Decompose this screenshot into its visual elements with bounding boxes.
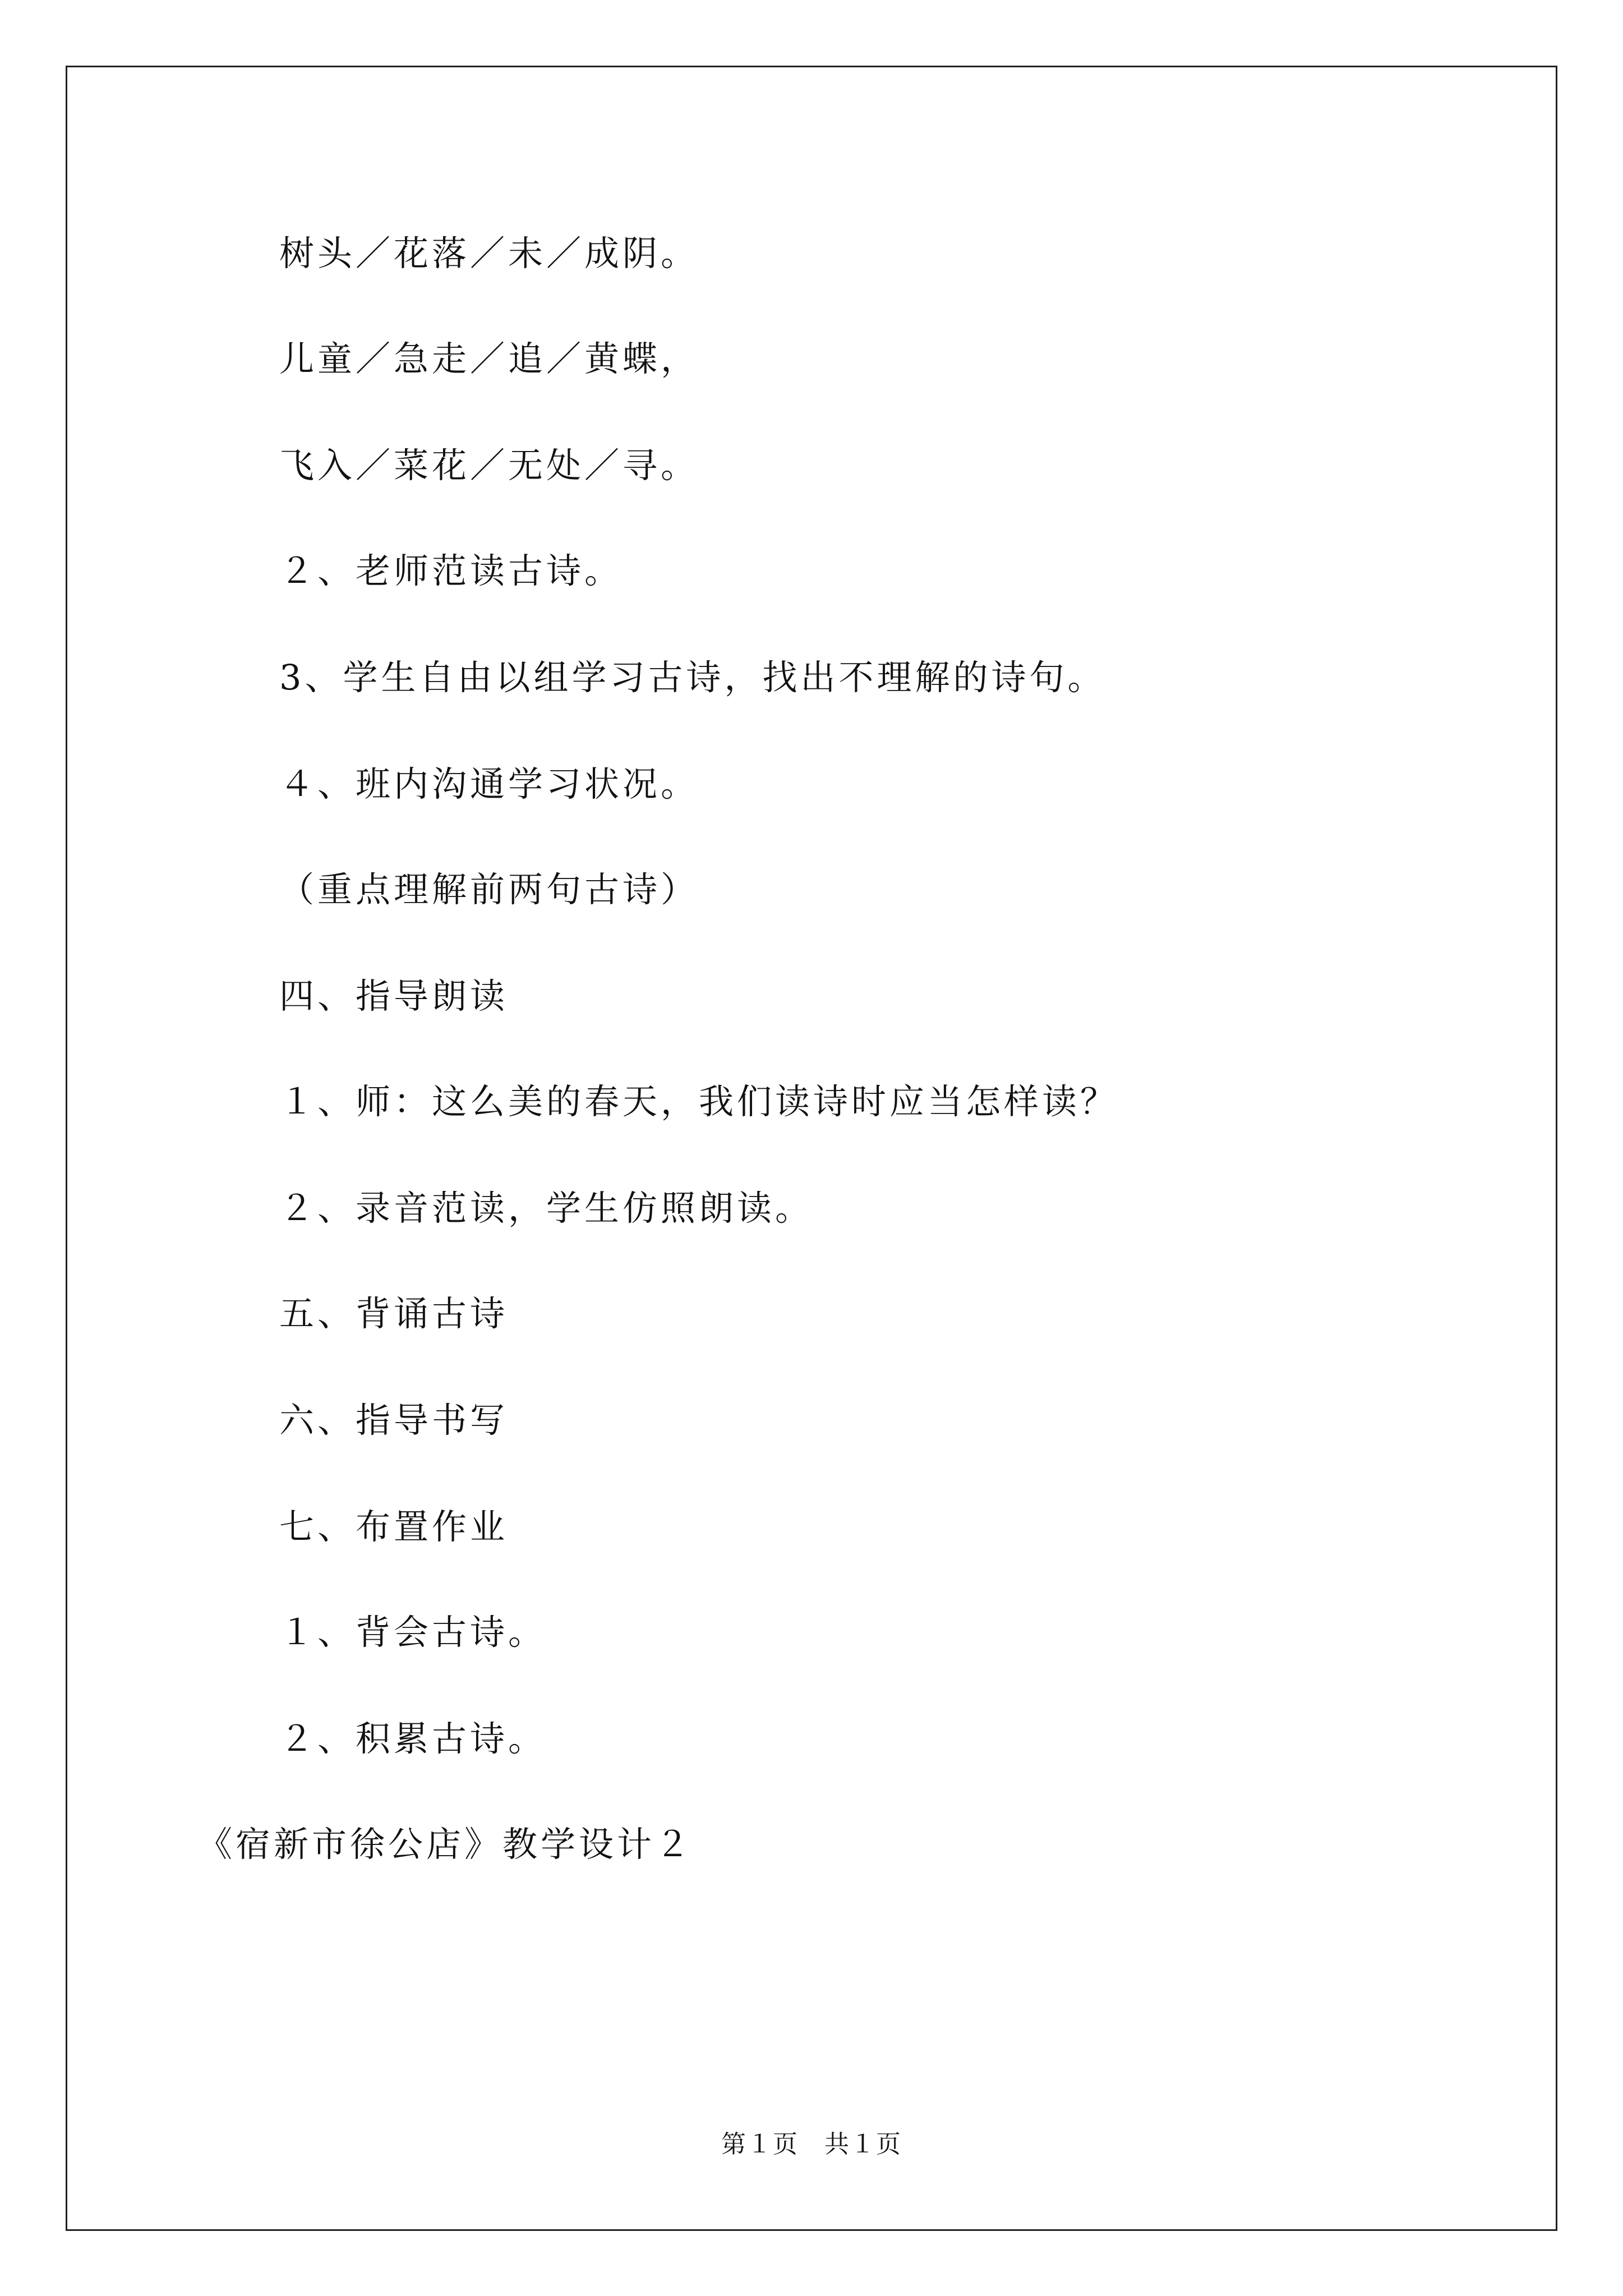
section-heading-7: 七、布置作业 <box>279 1506 509 1547</box>
paragraph-step-3: 3、学生自由以组学习古诗，找出不理解的诗句。 <box>279 657 1106 698</box>
homework-item-1: １、背会古诗。 <box>279 1612 547 1653</box>
document-heading: 《宿新市徐公店》教学设计２ <box>197 1824 694 1865</box>
paragraph-note: （重点理解前两句古诗） <box>279 869 699 910</box>
poem-line-2: 儿童／急走／追／黄蝶， <box>279 338 699 379</box>
paragraph-step-2: ２、老师范读古诗。 <box>279 550 623 591</box>
homework-item-2: ２、积累古诗。 <box>279 1718 547 1759</box>
section-heading-5: 五、背诵古诗 <box>279 1293 509 1334</box>
poem-line-1: 树头／花落／未／成阴。 <box>279 233 699 274</box>
section-heading-4: 四、指导朗读 <box>279 976 509 1016</box>
poem-line-3: 飞入／菜花／无处／寻。 <box>279 445 699 486</box>
paragraph-item-2: ２、录音范读，学生仿照朗读。 <box>279 1188 814 1228</box>
page-footer: 第１页 共１页 <box>721 2130 902 2159</box>
paragraph-step-4: ４、班内沟通学习状况。 <box>279 763 699 804</box>
paragraph-item-1: １、师：这么美的春天，我们读诗时应当怎样读？ <box>279 1081 1119 1122</box>
page-border <box>66 66 1557 2231</box>
section-heading-6: 六、指导书写 <box>279 1400 509 1441</box>
